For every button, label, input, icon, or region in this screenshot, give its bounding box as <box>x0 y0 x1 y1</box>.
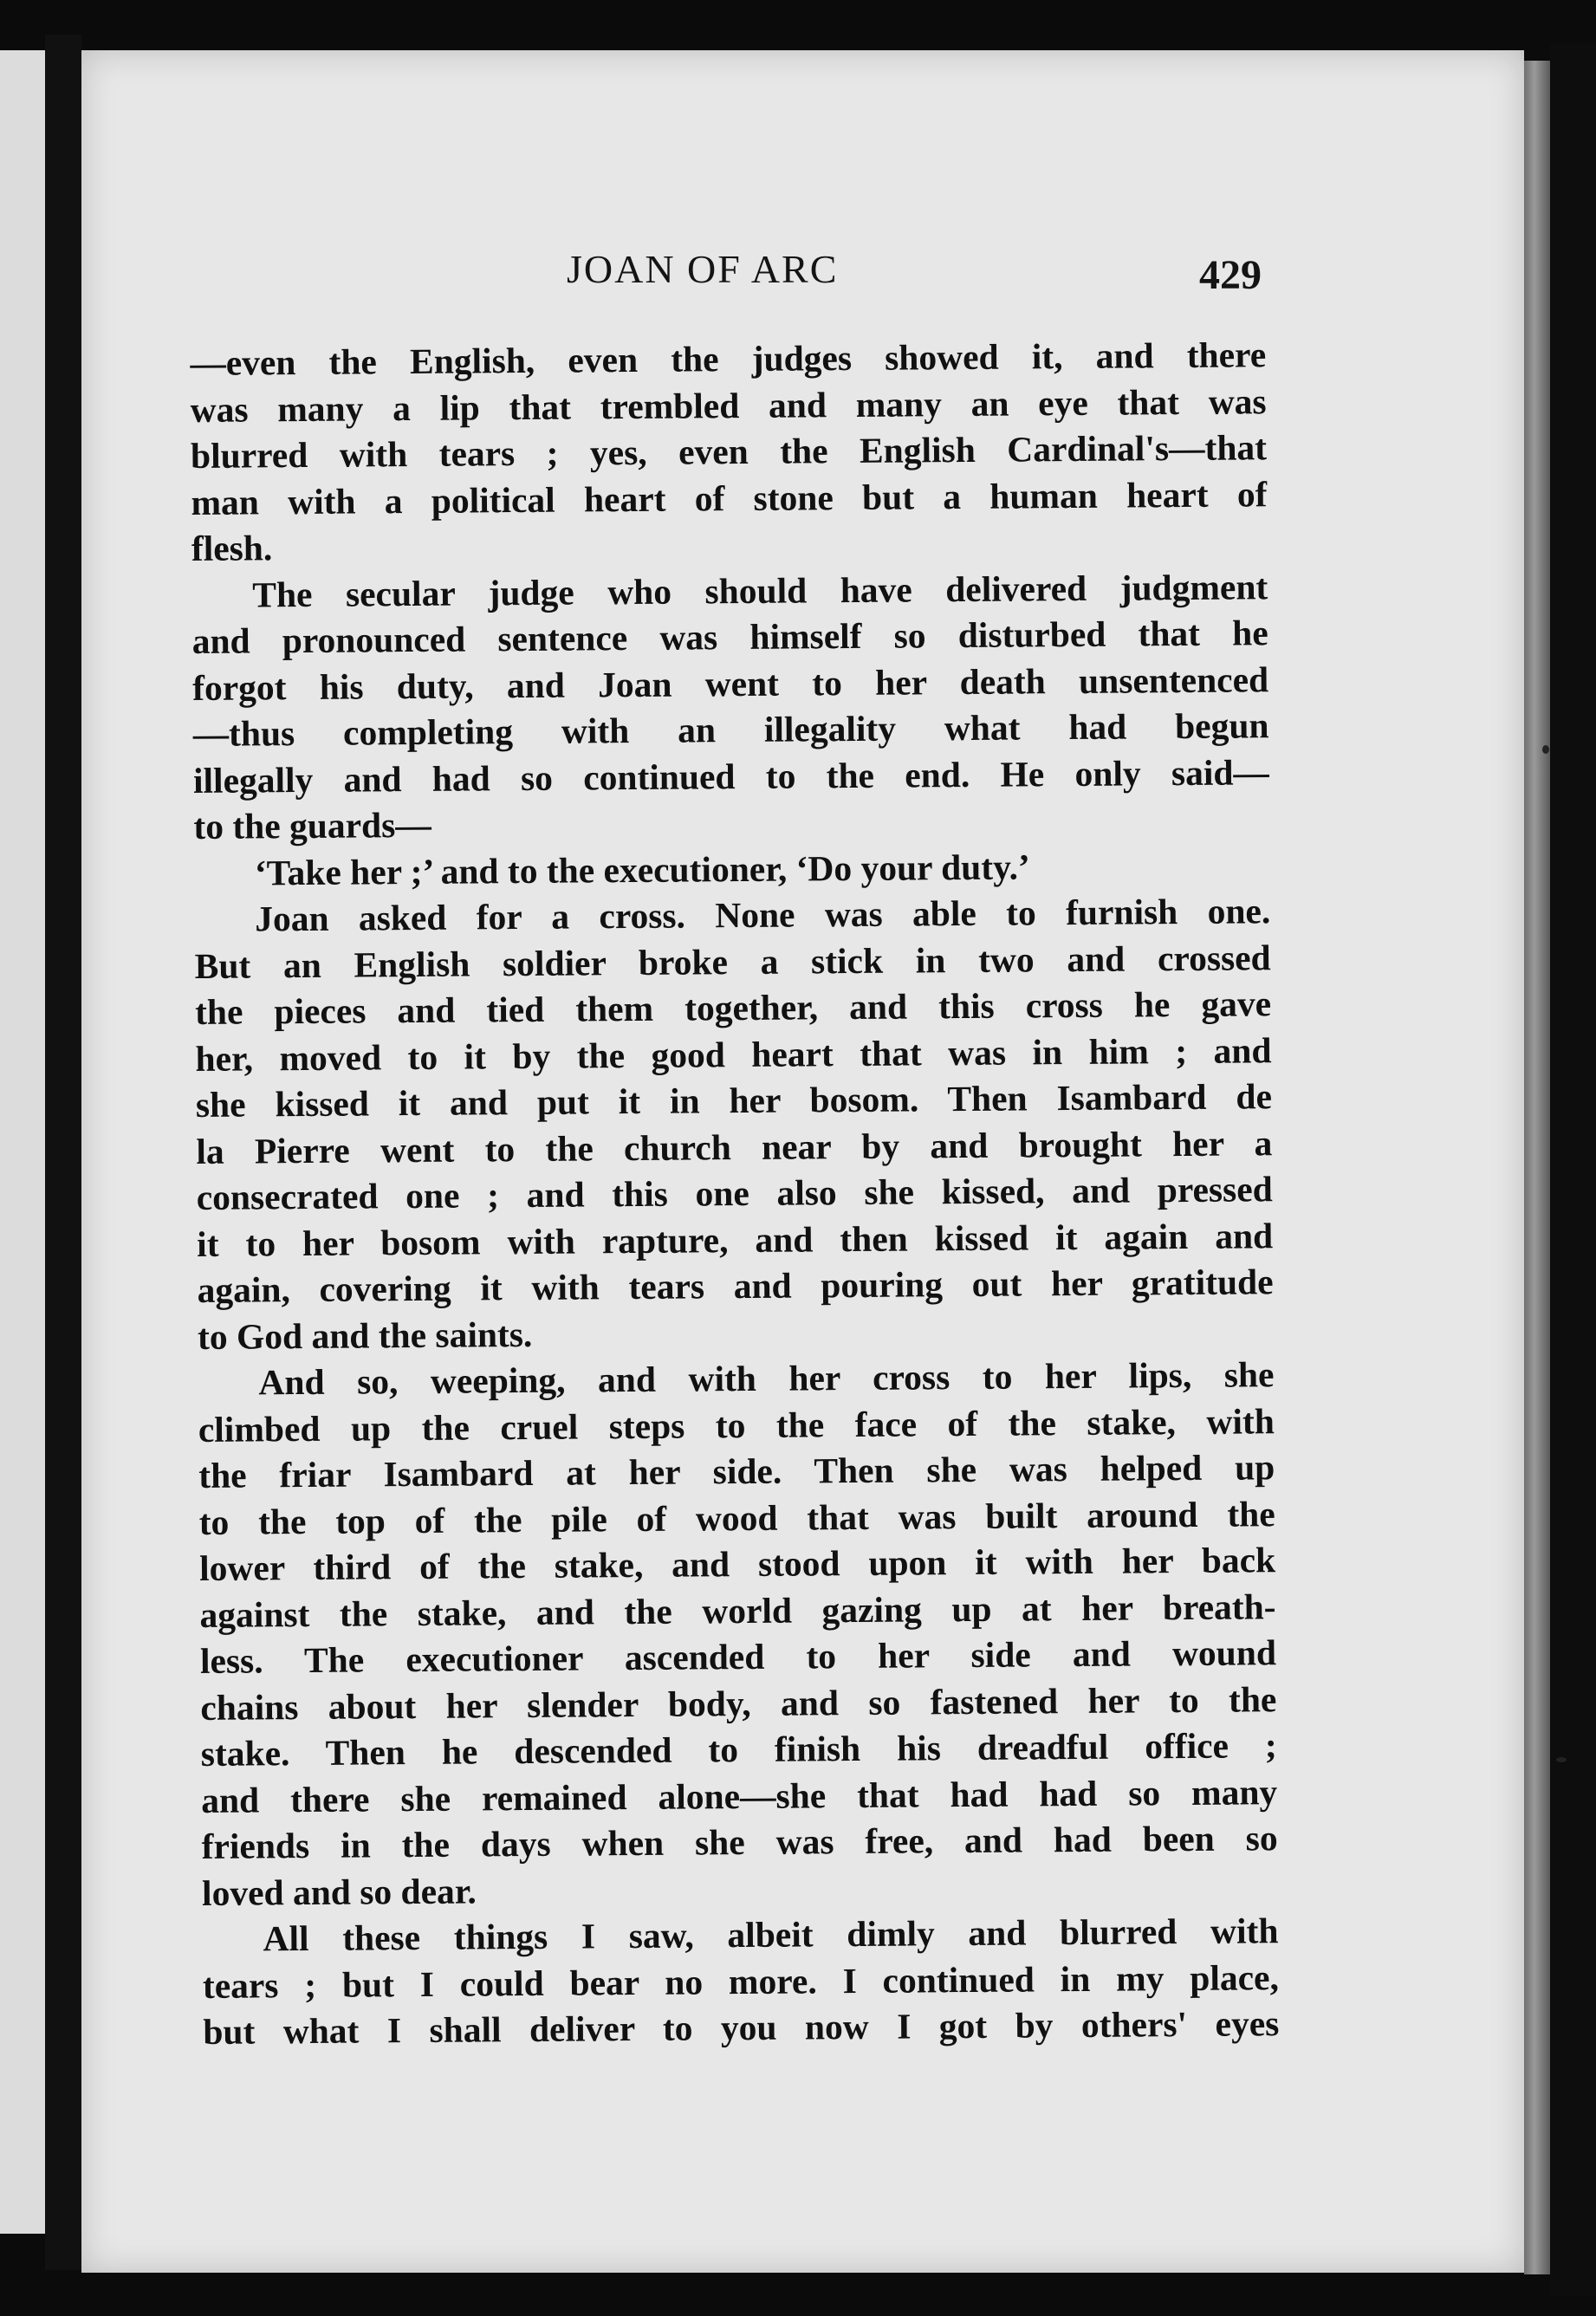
text-line: and pronounced sentence was himself so disturbed that he <box>191 613 1268 661</box>
scan-border <box>1550 43 1596 2296</box>
text-line: was many a lip that trembled and many an eye that was <box>190 380 1267 430</box>
facing-page-edge <box>0 50 45 2234</box>
text-line: to the guards— <box>193 804 431 847</box>
text-line: it to her bosom with rapture, and then kissed it again and <box>197 1215 1274 1264</box>
text-line: la Pierre went to the church near by and brought her a <box>196 1122 1273 1171</box>
text-line: ‘Take her ;’ and to the executioner, ‘Do your duty.’ <box>254 846 1030 892</box>
text-line: lower third of the stake, and stood upon it with her back <box>198 1540 1276 1588</box>
running-head <box>81 215 1524 298</box>
text-line: flesh. <box>191 528 273 568</box>
book-page <box>81 50 1524 2273</box>
text-line: loved and so dear. <box>201 1870 477 1913</box>
text-line: to God and the saints. <box>197 1314 533 1357</box>
text-line: man with a political heart of stone but a human heart of <box>191 473 1268 522</box>
text-line: Joan asked for a cross. None was able to furnish one. <box>255 891 1271 939</box>
text-line: to the top of the pile of wood that was built around the <box>198 1493 1275 1542</box>
text-line: blurred with tears ; yes, even the English Cardinal's—that <box>190 427 1268 476</box>
text-line: she kissed it and put it in her bosom. Then Isambard de <box>195 1076 1273 1125</box>
book-gutter <box>45 35 81 2270</box>
body-text <box>190 332 1280 2055</box>
text-line: the pieces and tied them together, and this cross he gave <box>194 983 1272 1032</box>
text-line: against the stake, and the world gazing up at her breath- <box>199 1586 1276 1635</box>
text-line: consecrated one ; and this one also she kissed, and pressed <box>196 1169 1273 1217</box>
text-line: stake. Then he descended to finish his dreadful office ; <box>200 1725 1277 1774</box>
text-line: And so, weeping, and with her cross to her lips, she <box>258 1354 1275 1403</box>
page-number: 429 <box>1199 252 1262 298</box>
text-line: All these things I saw, albeit dimly and blurred with <box>263 1911 1279 1959</box>
text-line: —thus completing with an illegality what had begun <box>192 705 1269 754</box>
running-title: JOAN OF ARC <box>567 247 839 291</box>
scan-speck <box>1542 745 1549 754</box>
text-line: her, moved to it by the good heart that was in him ; and <box>195 1029 1272 1079</box>
text-line: forgot his duty, and Joan went to her death unsentenced <box>191 658 1269 708</box>
scan-speck <box>1556 1757 1567 1762</box>
text-line: tears ; but I could bear no more. I continued in my place, <box>202 1956 1280 2006</box>
text-line: friends in the days when she was free, and had been so <box>201 1818 1278 1866</box>
text-line: climbed up the cruel steps to the face of the stake, with <box>198 1400 1275 1450</box>
text-line: —even the English, even the judges showed it, and there <box>190 334 1267 383</box>
text-line: chains about her slender body, and so fastened her to the <box>200 1678 1277 1728</box>
text-line: and there she remained alone—she that had had so many <box>201 1771 1278 1820</box>
page-edge-shadow <box>1524 61 1550 2274</box>
text-line: less. The executioner ascended to her side and wound <box>199 1632 1277 1681</box>
text-line: The secular judge who should have delivered judgment <box>252 566 1268 614</box>
text-line: But an English soldier broke a stick in two and crossed <box>194 937 1271 986</box>
text-line: the friar Isambard at her side. Then she was helped up <box>198 1447 1275 1495</box>
text-line: illegally and had so continued to the end. He only said— <box>192 751 1270 801</box>
text-line: but what I shall deliver to you now I got by others' eyes <box>203 2003 1280 2052</box>
text-line: again, covering it with tears and pouring out her gratitude <box>197 1262 1274 1310</box>
